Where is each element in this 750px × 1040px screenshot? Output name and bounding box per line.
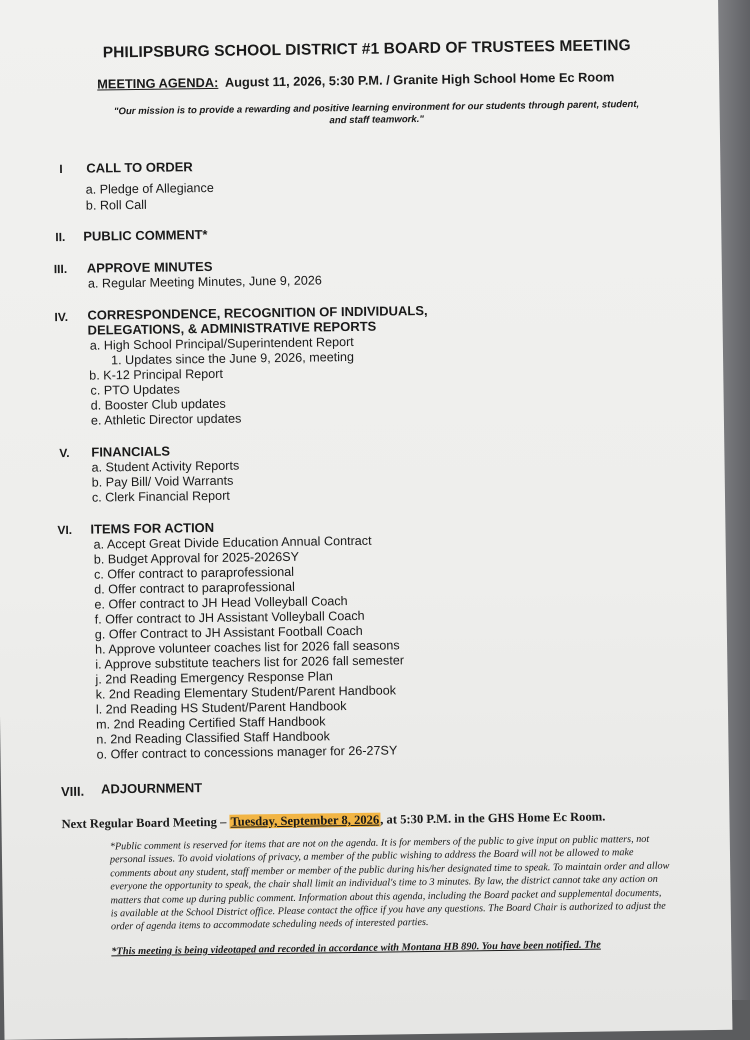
section-title-delegations: DELEGATIONS, & ADMINISTRATIVE REPORTS: [87, 318, 377, 338]
agenda-item: i. Approve substitute teachers list for 2026 fall semester: [95, 653, 405, 672]
agenda-item: b. Budget Approval for 2025-2026SY: [93, 549, 300, 567]
agenda-item: c. PTO Updates: [90, 382, 180, 398]
agenda-item: h. Approve volunteer coaches list for 2026 fall seasons: [94, 638, 400, 657]
agenda-item: j. 2nd Reading Emergency Response Plan: [95, 669, 333, 687]
section-number: V.: [59, 445, 70, 461]
document-title: PHILIPSBURG SCHOOL DISTRICT #1 BOARD OF TRUSTEES MEETING: [102, 37, 631, 62]
next-meeting-suffix: , at 5:30 P.M. in the GHS Home Ec Room.: [380, 809, 606, 827]
meeting-agenda-line: [97, 69, 614, 91]
section-number: II.: [55, 229, 66, 245]
agenda-item: e. Offer contract to JH Head Volleyball Coach: [94, 594, 348, 612]
section-number: VI.: [57, 522, 73, 538]
agenda-item: c. Clerk Financial Report: [91, 488, 230, 505]
section-title-financials: FINANCIALS: [91, 443, 171, 460]
section-title-call-to-order: CALL TO ORDER: [86, 159, 193, 176]
section-number: IV.: [54, 309, 69, 325]
next-meeting-line: [61, 809, 605, 832]
agenda-item: o. Offer contract to concessions manager for 26-27SY: [96, 743, 398, 762]
agenda-item: a. Accept Great Divide Education Annual Contract: [93, 533, 372, 552]
agenda-item: d. Offer contract to paraprofessional: [94, 579, 296, 597]
agenda-item: f. Offer contract to JH Assistant Volleyball Coach: [94, 608, 365, 627]
agenda-item: b. Pay Bill/ Void Warrants: [91, 473, 234, 490]
section-title-adjournment: ADJOURNMENT: [100, 780, 203, 797]
agenda-item: d. Booster Club updates: [90, 396, 226, 413]
agenda-item: g. Offer Contract to JH Assistant Football Coach: [94, 623, 363, 642]
agenda-item: a. Pledge of Allegiance: [85, 180, 214, 197]
section-number: III.: [53, 261, 68, 277]
public-comment-fine-print: *Public comment is reserved for items that are not on the agenda. It is for members of the public to give input on public matters, not personal issues. To avoid violations of privacy, a member of the public wishing to address the Board will not be allowed to make comments about any student, staff member or member of the public during his/her designated time to speak. To maintain order and allow everyone the opportunity to speak, the chair shall limit an individual's time to 3 minutes. By law, the district cannot take any action on matters that come up during public comment. Information about this agenda, including the Board packet and supplemental documents, is available at the School District office. Please contact the office if you have any questions. The Board Chair is authorized to adjust the order of agenda items to accommodate scheduling needs of interested parties.: [109, 833, 670, 933]
agenda-item: k. 2nd Reading Elementary Student/Parent Handbook: [95, 683, 397, 702]
section-number: I: [59, 162, 63, 177]
agenda-item: a. High School Principal/Superintendent Report: [89, 334, 354, 353]
agenda-item: a. Regular Meeting Minutes, June 9, 2026: [87, 273, 322, 291]
agenda-subitem: 1. Updates since the June 9, 2026, meeting: [110, 349, 355, 368]
section-title-approve-minutes: APPROVE MINUTES: [86, 258, 213, 276]
agenda-item: b. K-12 Principal Report: [89, 366, 224, 383]
agenda-item: e. Athletic Director updates: [90, 411, 242, 428]
next-meeting-date-highlight: Tuesday, September 8, 2026: [230, 812, 380, 829]
section-number: VIII.: [60, 783, 85, 800]
agenda-item: l. 2nd Reading HS Student/Parent Handbook: [95, 699, 347, 717]
section-title-correspondence: CORRESPONDENCE, RECOGNITION OF INDIVIDUALS,: [87, 302, 428, 323]
next-meeting-prefix: Next Regular Board Meeting –: [61, 814, 230, 832]
section-title-items-for-action: ITEMS FOR ACTION: [90, 519, 215, 537]
agenda-item: b. Roll Call: [85, 197, 147, 213]
meeting-agenda-label: MEETING AGENDA:: [97, 74, 219, 92]
agenda-item: n. 2nd Reading Classified Staff Handbook: [96, 729, 331, 747]
mission-statement: "Our mission is to provide a rewarding and positive learning environment for our students through parent, student, and staff teamwork.": [113, 98, 640, 127]
videotaped-notice: *This meeting is being videotaped and recorded in accordance with Montana HB 890. You have been notified. The: [111, 939, 601, 958]
section-title-public-comment: PUBLIC COMMENT*: [83, 226, 208, 244]
agenda-item: m. 2nd Reading Certified Staff Handbook: [96, 714, 326, 732]
meeting-agenda-details: August 11, 2026, 5:30 P.M. / Granite High School Home Ec Room: [224, 69, 615, 90]
agenda-item: a. Student Activity Reports: [91, 458, 240, 475]
agenda-item: c. Offer contract to paraprofessional: [93, 564, 295, 582]
